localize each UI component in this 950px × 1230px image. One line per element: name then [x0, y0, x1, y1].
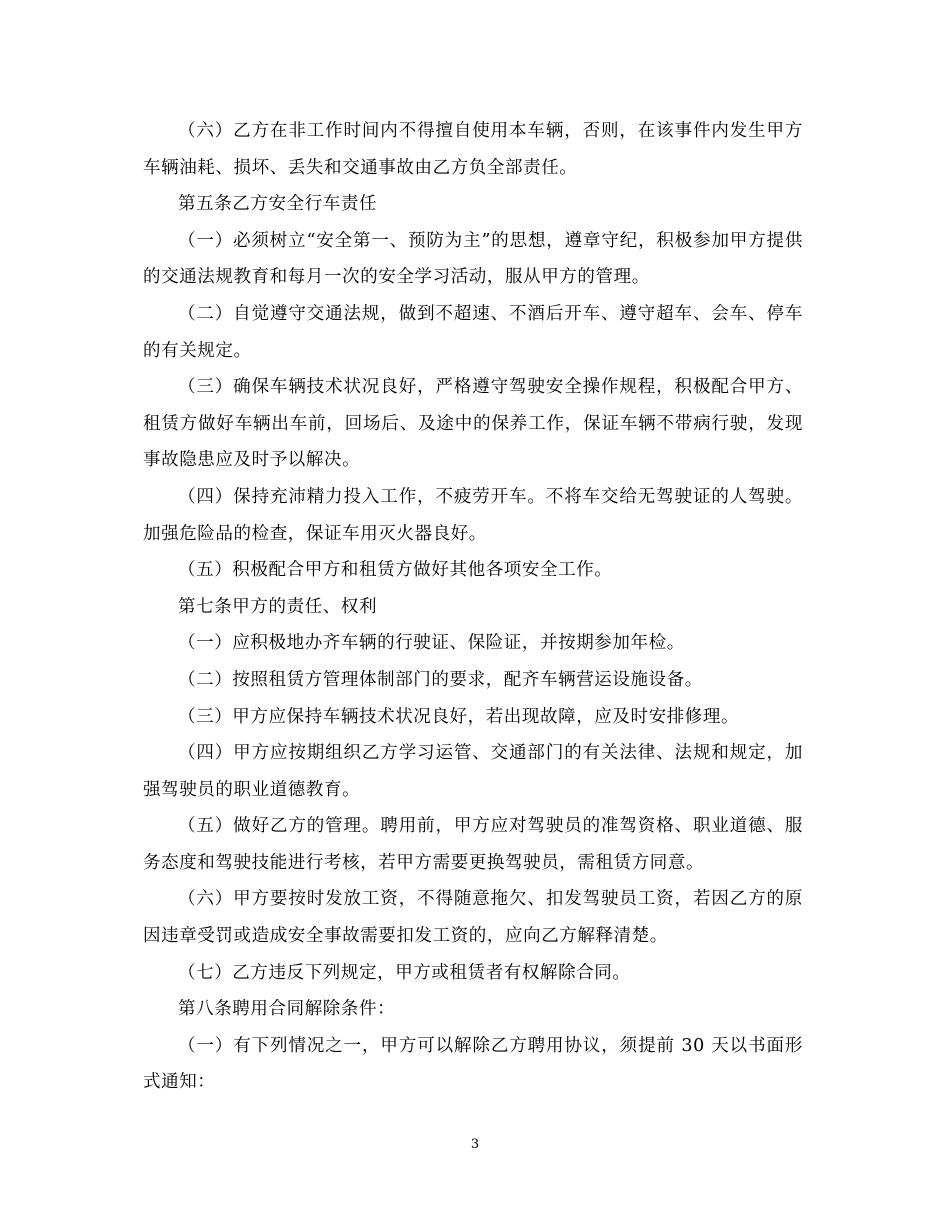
- paragraph: （三）确保车辆技术状况良好，严格遵守驾驶安全操作规程，积极配合甲方、租赁方做好车辆出车前，回场后、及途中的保养工作，保证车辆不带病行驶，发现事故隐患应及时予以解决。: [143, 377, 803, 471]
- paragraph: （一）应积极地办齐车辆的行驶证、保险证，并按期参加年检。: [178, 633, 685, 654]
- paragraph: （一）必须树立“安全第一、预防为主”的思想，遵章守纪，积极参加甲方提供的交通法规教育和每月一次的安全学习活动，服从甲方的管理。: [143, 230, 803, 288]
- paragraph: （四）甲方应按期组织乙方学习运管、交通部门的有关法律、法规和规定，加强驾驶员的职业道德教育。: [143, 743, 803, 800]
- paragraph: （四）保持充沛精力投入工作，不疲劳开车。不将车交给无驾驶证的人驾驶。加强危险品的检查，保证车用灭火器良好。: [143, 486, 803, 544]
- page-number: 3: [470, 1137, 480, 1152]
- paragraph: （六）乙方在非工作时间内不得擅自使用本车辆，否则，在该事件内发生甲方车辆油耗、损坏、丢失和交通事故由乙方负全部责任。: [143, 121, 803, 178]
- paragraph: （二）自觉遵守交通法规，做到不超速、不酒后开车、遵守超车、会车、停车的有关规定。: [143, 303, 803, 361]
- paragraph: （一）有下列情况之一，甲方可以解除乙方聘用协议，须提前 30 天以书面形式通知：: [143, 1035, 803, 1093]
- paragraph: （五）积极配合甲方和租赁方做好其他各项安全工作。: [178, 560, 613, 581]
- paragraph: （五）做好乙方的管理。聘用前，甲方应对驾驶员的准驾资格、职业道德、服务态度和驾驶技能进行考核，若甲方需要更换驾驶员，需租赁方同意。: [143, 816, 803, 873]
- section-heading: 第五条乙方安全行车责任: [178, 194, 378, 215]
- section-heading: 第七条甲方的责任、权利: [178, 596, 378, 617]
- paragraph: （六）甲方要按时发放工资，不得随意拖欠、扣发驾驶员工资，若因乙方的原因违章受罚或造成安全事故需要扣发工资的，应向乙方解释清楚。: [143, 889, 803, 947]
- paragraph: （二）按照租赁方管理体制部门的要求，配齐车辆营运设施设备。: [178, 669, 703, 690]
- paragraph: （三）甲方应保持车辆技术状况良好，若出现故障，应及时安排修理。: [178, 706, 740, 727]
- document-body: [143, 113, 803, 1101]
- paragraph: （七）乙方违反下列规定，甲方或租赁者有权解除合同。: [178, 962, 631, 983]
- section-heading: 第八条聘用合同解除条件：: [178, 999, 396, 1020]
